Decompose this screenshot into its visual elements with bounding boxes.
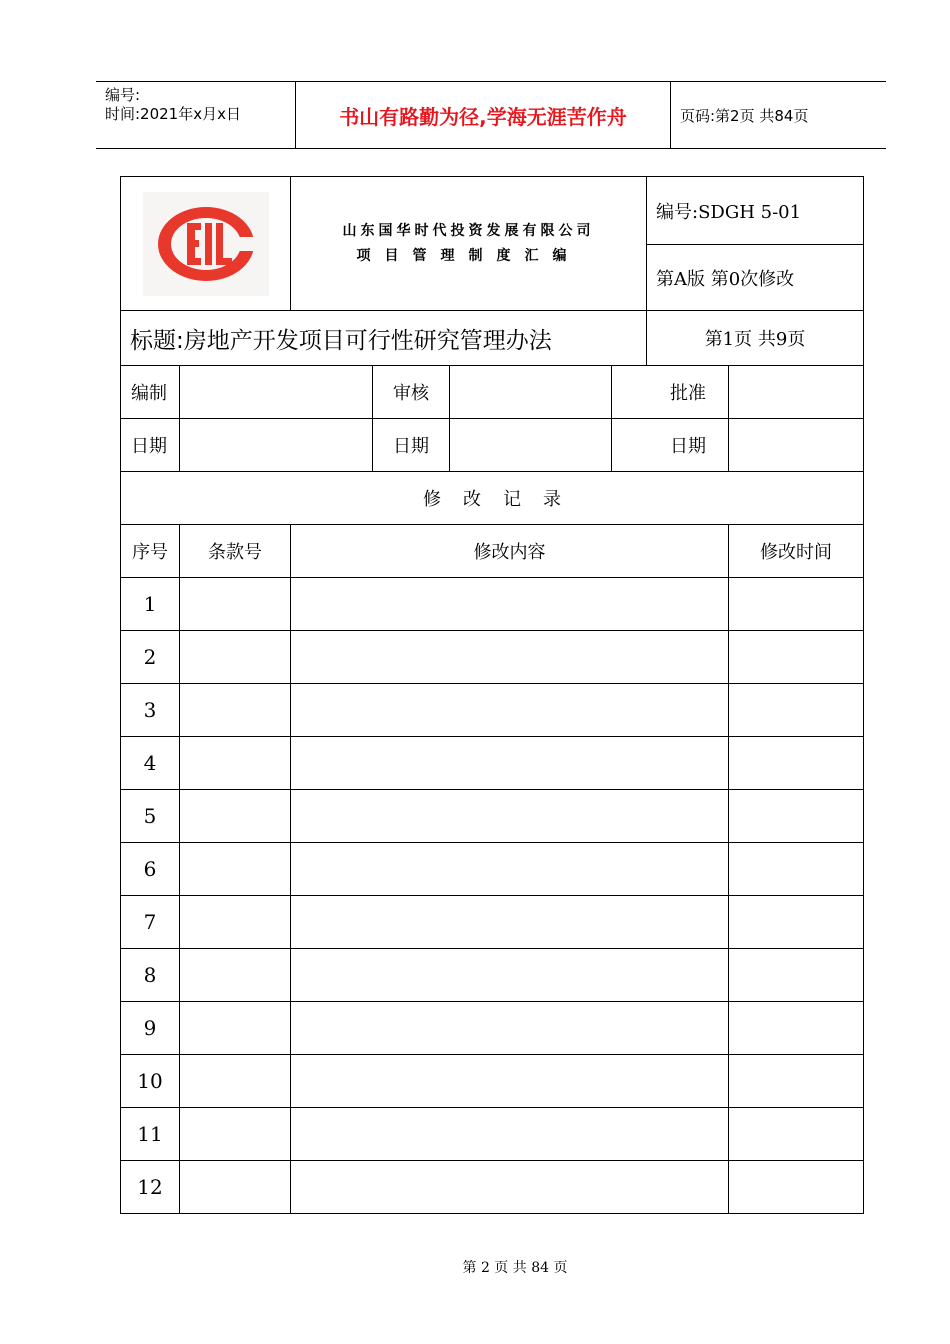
row-number: 2 xyxy=(121,631,180,684)
col-header-time: 修改时间 xyxy=(729,525,864,578)
review-label: 审核 xyxy=(373,366,450,419)
review-date-label: 日期 xyxy=(373,419,450,472)
row-content xyxy=(291,949,729,1002)
compile-date-label: 日期 xyxy=(121,419,180,472)
header-motto: 书山有路勤为径,学海无涯苦作舟 xyxy=(296,82,671,148)
row-number: 6 xyxy=(121,843,180,896)
revision-heading: 修改记录 xyxy=(121,472,864,525)
header-left xyxy=(96,82,296,148)
row-number: 1 xyxy=(121,578,180,631)
row-number: 7 xyxy=(121,896,180,949)
row-content xyxy=(291,578,729,631)
row-clause xyxy=(180,578,291,631)
row-time xyxy=(729,1055,864,1108)
row-time xyxy=(729,896,864,949)
table-row xyxy=(121,896,864,949)
row-content xyxy=(291,1161,729,1214)
col-header-clause: 条款号 xyxy=(180,525,291,578)
row-content xyxy=(291,896,729,949)
row-clause xyxy=(180,684,291,737)
col-header-no: 序号 xyxy=(121,525,180,578)
row-content xyxy=(291,631,729,684)
row-time xyxy=(729,631,864,684)
review-date-value xyxy=(450,419,612,472)
row-number: 3 xyxy=(121,684,180,737)
company-name: 山东国华时代投资发展有限公司 xyxy=(342,222,595,239)
table-row xyxy=(121,684,864,737)
row-content xyxy=(291,790,729,843)
table-row xyxy=(121,949,864,1002)
row-content xyxy=(291,1055,729,1108)
handbook-name: 项目管理制度汇编 xyxy=(356,247,581,264)
row-clause xyxy=(180,896,291,949)
row-time xyxy=(729,684,864,737)
table-row xyxy=(121,1002,864,1055)
table-row xyxy=(121,1161,864,1214)
row-content xyxy=(291,1108,729,1161)
header-time-label: 时间:2021年x月x日 xyxy=(105,105,241,123)
row-number: 8 xyxy=(121,949,180,1002)
row-clause xyxy=(180,949,291,1002)
row-clause xyxy=(180,1002,291,1055)
table-row xyxy=(121,790,864,843)
doc-title: 标题:房地产开发项目可行性研究管理办法 xyxy=(121,311,647,366)
row-number: 9 xyxy=(121,1002,180,1055)
revision-form-table xyxy=(120,176,864,1214)
header-number-label: 编号: xyxy=(105,86,141,104)
row-number: 10 xyxy=(121,1055,180,1108)
row-number: 11 xyxy=(121,1108,180,1161)
row-time xyxy=(729,1161,864,1214)
revision-rows xyxy=(121,578,864,1214)
row-time xyxy=(729,949,864,1002)
doc-page-count: 第1页 共9页 xyxy=(647,311,864,366)
row-clause xyxy=(180,1161,291,1214)
row-time xyxy=(729,1108,864,1161)
row-content xyxy=(291,684,729,737)
row-clause xyxy=(180,737,291,790)
row-content xyxy=(291,737,729,790)
table-row xyxy=(121,737,864,790)
page-footer: 第 2 页 共 84 页 xyxy=(462,1260,568,1276)
row-content xyxy=(291,843,729,896)
company-logo-icon xyxy=(143,192,269,296)
page-header xyxy=(96,81,886,149)
doc-version: 第A版 第0次修改 xyxy=(647,245,864,311)
logo-cell xyxy=(121,177,291,311)
row-content xyxy=(291,1002,729,1055)
approve-label: 批准 xyxy=(612,366,729,419)
row-time xyxy=(729,578,864,631)
header-page-info: 页码:第2页 共84页 xyxy=(680,106,809,125)
row-clause xyxy=(180,1055,291,1108)
row-clause xyxy=(180,1108,291,1161)
table-row xyxy=(121,631,864,684)
row-number: 5 xyxy=(121,790,180,843)
table-row xyxy=(121,843,864,896)
row-clause xyxy=(180,790,291,843)
compile-value xyxy=(180,366,373,419)
approve-value xyxy=(729,366,864,419)
review-value xyxy=(450,366,612,419)
row-time xyxy=(729,843,864,896)
approve-date-label: 日期 xyxy=(612,419,729,472)
compile-date-value xyxy=(180,419,373,472)
row-time xyxy=(729,790,864,843)
row-number: 12 xyxy=(121,1161,180,1214)
row-clause xyxy=(180,631,291,684)
table-row xyxy=(121,578,864,631)
row-time xyxy=(729,737,864,790)
row-clause xyxy=(180,843,291,896)
col-header-content: 修改内容 xyxy=(291,525,729,578)
table-row xyxy=(121,1108,864,1161)
doc-number: 编号:SDGH 5-01 xyxy=(647,177,864,245)
approve-date-value xyxy=(729,419,864,472)
company-name-cell xyxy=(291,177,647,311)
compile-label: 编制 xyxy=(121,366,180,419)
table-row xyxy=(121,1055,864,1108)
row-time xyxy=(729,1002,864,1055)
row-number: 4 xyxy=(121,737,180,790)
